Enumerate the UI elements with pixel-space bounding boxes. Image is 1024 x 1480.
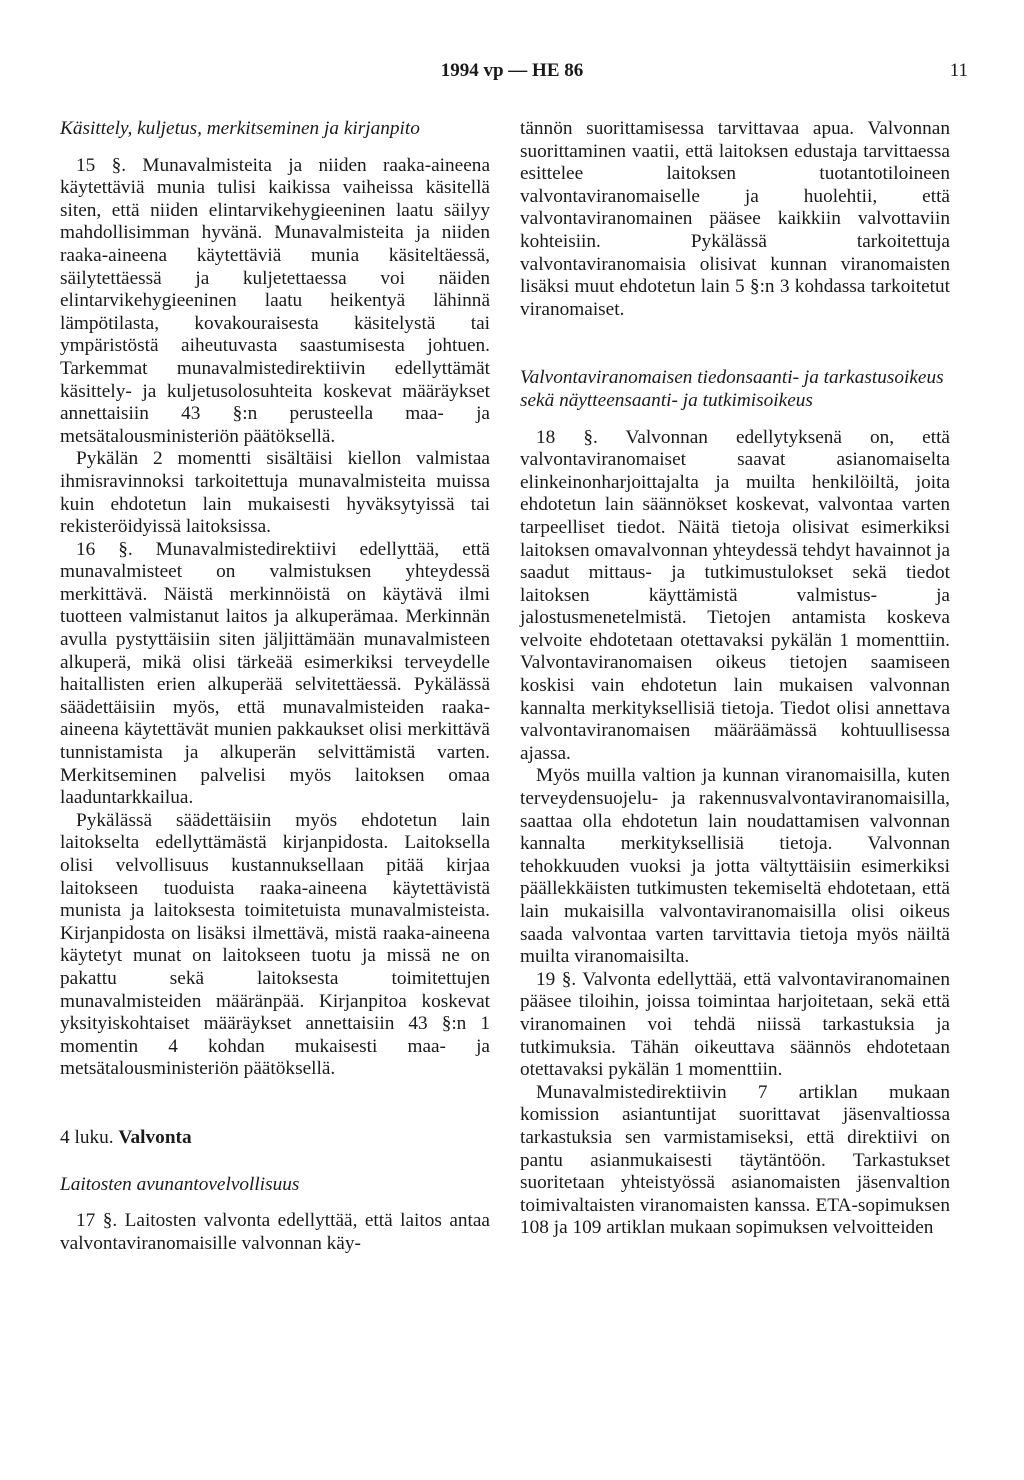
running-head: 1994 vp — HE 86	[440, 60, 584, 81]
chapter-number: 4 luku.	[60, 1126, 114, 1148]
paragraph-section-19-commission: Munavalmistedirektiivin 7 artiklan mukaan komission asiantuntijat suorittavat jäsenvaltiossa tarkastuksia sen varmistamiseksi, että direktiivi on pantu asianmukaisesti täytäntöön. Tarkastukset suoritetaan yhteistyössä asianomaisten jäsenvaltion toimivaltaisten viranomaisten kanssa. ETA-sopimuksen 108 ja 109 artiklan mukaan sopimuksen velvoitteiden	[520, 1081, 950, 1239]
paragraph-section-17: 17 §. Laitosten valvonta edellyttää, että laitos antaa valvontaviranomaisille valvonnan käy-	[60, 1210, 490, 1254]
section-heading-handling: Käsittely, kuljetus, merkitseminen ja kirjanpito	[60, 118, 420, 139]
section-heading-information-rights: Valvontaviranomaisen tiedonsaanti- ja tarkastusoikeus sekä näytteensaanti- ja tutkimisoikeus	[520, 367, 944, 411]
paragraph-section-17-continued: tännön suorittamisessa tarvittavaa apua. Valvonnan suorittaminen vaatii, että laitoksen edustaja tarvittaessa esittelee laitoksen tuotantotiloineen valvontaviranomaiselle ja huolehtii, että valvontaviranomainen pääsee kaikkiin valvottaviin kohteisiin. Pykälässä tarkoitettuja valvontaviranomaisia olisivat kunnan viranomaisten lisäksi muut ehdotetun lain 5 §:n 3 kohdassa tarkoitetut viranomaiset.	[520, 118, 950, 320]
paragraph-section-15: 15 §. Munavalmisteita ja niiden raaka-aineena käytettäviä munia tulisi kaikissa vaiheissa käsitellä siten, että niiden elintarvikehygieeninen laatu säilyy mahdollisimman hyvänä. Munavalmisteita ja niiden raaka-aineena käytettäviä munia käsiteltäessä, säilytettäessä ja kuljetettaessa voi näiden elintarvikehygieeninen laatu heikentyä lähinnä lämpötilasta, kovakouraisesta käsitelystä tai ympäristöstä aiheutuvasta saastumisesta johtuen. Tarkemmat munavalmistedirektiivin edellyttämät käsittely- ja kuljetusolosuhteita koskevat määräykset annettaisiin 43 §:n perusteella maa- ja metsätalousministeriön päätöksellä.	[60, 154, 490, 447]
paragraph-section-16-bookkeeping: Pykälässä säädettäisiin myös ehdotetun lain laitokselta edellyttämästä kirjanpidosta. Laitoksella olisi velvollisuus kustannuksellaan pitää kirjaa laitokseen tuoduista raaka-aineena käytettävistä munista ja laitoksesta toimitetuista munavalmisteista. Kirjanpidosta on lisäksi ilmettävä, mistä raaka-aineena käytetyt munat on laitokseen tuotu ja missä ne on pakattu sekä laitoksesta toimitettujen munavalmisteiden määränpää. Kirjanpitoa koskevat yksityiskohtaiset määräykset annettaisiin 43 §:n 1 momentin 4 kohdan mukaisesti maa- ja metsätalousministeriön päätöksellä.	[60, 809, 490, 1080]
page-header	[0, 60, 1024, 90]
chapter-title: Valvonta	[118, 1126, 192, 1148]
paragraph-section-15-moment-2: Pykälän 2 momentti sisältäisi kiellon valmistaa ihmisravinnoksi tarkoitettuja munavalmisteita muissa kuin ehdotetun lain mukaisesti hyväksytyissä tai rekisteröidyissä laitoksissa.	[60, 448, 490, 538]
left-column	[60, 118, 490, 1255]
paragraph-section-19: 19 §. Valvonta edellyttää, että valvontaviranomainen pääsee tiloihin, joissa toimintaa harjoitetaan, sekä että viranomainen voi tehdä niissä tarkastuksia ja tutkimuksia. Tähän oikeuttava säännös ehdotetaan otettavaksi pykälän 1 momenttiin.	[520, 968, 950, 1081]
section-heading-assistance: Laitosten avunantovelvollisuus	[60, 1173, 300, 1195]
chapter-heading	[60, 1127, 490, 1150]
page-number: 11	[949, 60, 968, 81]
paragraph-section-18: 18 §. Valvonnan edellytyksenä on, että valvontaviranomaiset saavat asianomaiselta elinkeinonharjoittajalta ja muilta henkilöiltä, joita ehdotetun lain säännökset koskevat, valvontaa varten tarpeelliset tiedot. Näitä tietoja olisivat esimerkiksi laitoksen omavalvonnan yhteydessä tehdyt havainnot ja saadut mittaus- ja tutkimustulokset sekä tiedot laitoksen käyttämistä valmistus- ja jalostusmenetelmistä. Tietojen antamista koskeva velvoite ehdotetaan otettavaksi pykälän 1 momenttiin. Valvontaviranomaisen oikeus tietojen saamiseen koskisi vain ehdotetun lain mukaisen valvonnan kannalta merkityksellisiä tietoja. Tiedot olisi annettava valvontaviranomaisen määräämässä kohtuullisessa ajassa.	[520, 426, 950, 764]
right-column	[520, 118, 950, 1240]
paragraph-section-18-other-authorities: Myös muilla valtion ja kunnan viranomaisilla, kuten terveydensuojelu- ja rakennusvalvontaviranomaisilla, saattaa olla ehdotetun lain noudattamisen valvonnan kannalta merkityksellisiä tietoja. Valvonnan tehokkuuden vuoksi ja jotta vältyttäisiin esimerkiksi päällekkäisten tutkimusten tekemiseltä ehdotetaan, että lain mukaisilla valvontaviranomaisilla olisi oikeus saada valvontaa varten tarvittavia tietoja myös näiltä muilta viranomaisilta.	[520, 765, 950, 968]
paragraph-section-16: 16 §. Munavalmistedirektiivi edellyttää, että munavalmisteet on valmistuksen yhteydessä merkittävä. Näistä merkinnöistä on käytävä ilmi tuotteen valmistanut laitos ja alkuperämaa. Merkinnän avulla pystyttäisiin siten jäljittämään munavalmisteen alkuperä, mikä olisi tärkeää esimerkiksi terveydelle haitallisten erien alkuperää selvitettäessä. Pykälässä säädettäisiin myös, että munavalmisteiden raaka-aineena käytettävät munien pakkaukset olisi merkittävä tunnistamista ja alkuperän selvittämistä varten. Merkitseminen palvelisi myös laitoksen omaa laaduntarkkailua.	[60, 538, 490, 809]
